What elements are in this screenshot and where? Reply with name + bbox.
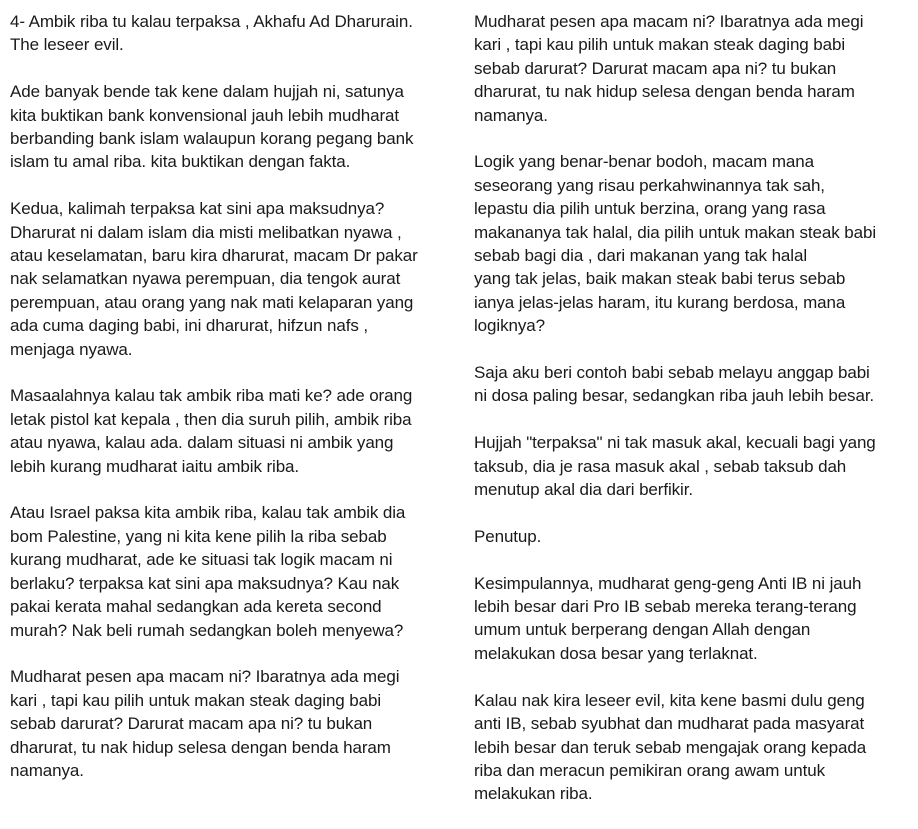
text-line: kita buktikan bank konvensional jauh lebih mudharat bbox=[10, 105, 399, 125]
text-line: kari , tapi kau pilih untuk makan steak daging babi bbox=[474, 35, 846, 55]
text-line: menjaga nyawa. bbox=[10, 339, 133, 359]
text-line: Saja aku beri contoh babi sebab melayu anggap babi bbox=[474, 363, 870, 383]
left-paragraph bbox=[10, 197, 460, 361]
text-line: Penutup. bbox=[474, 526, 542, 546]
right-paragraph bbox=[474, 10, 914, 127]
left-paragraph bbox=[10, 384, 460, 478]
right-paragraph bbox=[474, 431, 914, 501]
text-line: logiknya? bbox=[474, 316, 545, 336]
text-line: umum untuk berperang dengan Allah dengan bbox=[474, 620, 811, 640]
text-line: Atau Israel paksa kita ambik riba, kalau tak ambik dia bbox=[10, 503, 406, 523]
text-line: seseorang yang risau perkahwinannya tak sah, bbox=[474, 175, 825, 195]
text-line: menutup akal dia dari berfikir. bbox=[474, 480, 693, 500]
text-line: ada cuma daging babi, ini dharurat, hifzun nafs , bbox=[10, 316, 369, 336]
text-line: riba dan meracun pemikiran orang awam untuk bbox=[474, 760, 825, 780]
text-line: islam tu amal riba. kita buktikan dengan fakta. bbox=[10, 152, 351, 172]
text-line: atau keselamatan, baru kira dharurat, macam Dr pakar bbox=[10, 246, 418, 266]
text-line: letak pistol kat kepala , then dia suruh pilih, ambik riba bbox=[10, 409, 412, 429]
right-column bbox=[474, 10, 914, 829]
text-line: The leseer evil. bbox=[10, 35, 124, 55]
text-line: sebab darurat? Darurat macam apa ni? tu bukan bbox=[474, 58, 837, 78]
text-line: makananya tak halal, dia pilih untuk makan steak babi bbox=[474, 222, 877, 242]
text-line: nak selamatkan nyawa perempuan, dia tengok aurat bbox=[10, 269, 401, 289]
text-line: namanya. bbox=[10, 760, 84, 780]
text-line: Dharurat ni dalam islam dia misti melibatkan nyawa , bbox=[10, 222, 402, 242]
left-paragraph bbox=[10, 10, 460, 57]
text-line: 4- Ambik riba tu kalau terpaksa , Akhafu Ad Dharurain. bbox=[10, 12, 413, 31]
text-line: yang tak jelas, baik makan steak babi terus sebab bbox=[474, 269, 846, 289]
text-line: melakukan riba. bbox=[474, 784, 593, 804]
right-paragraph bbox=[474, 689, 914, 806]
text-line: Mudharat pesen apa macam ni? Ibaratnya ada megi bbox=[10, 667, 400, 687]
right-paragraph bbox=[474, 361, 914, 408]
left-paragraph bbox=[10, 501, 460, 641]
text-line: Kedua, kalimah terpaksa kat sini apa maksudnya? bbox=[10, 199, 385, 219]
text-line: berbanding bank islam walaupun korang pegang bank bbox=[10, 129, 414, 149]
text-line: atau nyawa, kalau ada. dalam situasi ni ambik yang bbox=[10, 433, 394, 453]
text-line: lebih besar dan teruk sebab mengajak orang kepada bbox=[474, 737, 867, 757]
text-line: Kesimpulannya, mudharat geng-geng Anti IB ni jauh bbox=[474, 573, 862, 593]
text-line: anti IB, sebab syubhat dan mudharat pada masyarat bbox=[474, 714, 865, 734]
text-line: Ade banyak bende tak kene dalam hujjah ni, satunya bbox=[10, 82, 404, 102]
left-column bbox=[10, 10, 460, 806]
text-line: kurang mudharat, ade ke situasi tak logik macam ni bbox=[10, 550, 393, 570]
text-line: murah? Nak beli rumah sedangkan boleh menyewa? bbox=[10, 620, 404, 640]
text-line: pakai kerata mahal sedangkan ada kereta second bbox=[10, 597, 382, 617]
text-line: lebih besar dari Pro IB sebab mereka terang-terang bbox=[474, 597, 857, 617]
text-line: ni dosa paling besar, sedangkan riba jauh lebih besar. bbox=[474, 386, 875, 406]
right-paragraph bbox=[474, 572, 914, 666]
text-line: Logik yang benar-benar bodoh, macam mana bbox=[474, 152, 814, 172]
text-line: lebih kurang mudharat iaitu ambik riba. bbox=[10, 456, 300, 476]
text-line: melakukan dosa besar yang terlaknat. bbox=[474, 643, 758, 663]
text-line: ianya jelas-jelas haram, itu kurang berdosa, mana bbox=[474, 292, 846, 312]
text-line: berlaku? terpaksa kat sini apa maksudnya? Kau nak bbox=[10, 573, 400, 593]
text-line: dharurat, tu nak hidup selesa dengan benda haram bbox=[10, 737, 391, 757]
text-line: Masaalahnya kalau tak ambik riba mati ke? ade orang bbox=[10, 386, 413, 406]
text-line: perempuan, atau orang yang nak mati kelaparan yang bbox=[10, 292, 414, 312]
text-line: sebab darurat? Darurat macam apa ni? tu bukan bbox=[10, 714, 373, 734]
left-paragraph bbox=[10, 80, 460, 174]
text-line: lepastu dia pilih untuk berzina, orang yang rasa bbox=[474, 199, 826, 219]
text-line: dharurat, tu nak hidup selesa dengan benda haram bbox=[474, 82, 855, 102]
text-line: bom Palestine, yang ni kita kene pilih la riba sebab bbox=[10, 526, 387, 546]
right-paragraph bbox=[474, 150, 914, 337]
left-paragraph bbox=[10, 665, 460, 782]
text-line: Kalau nak kira leseer evil, kita kene basmi dulu geng bbox=[474, 690, 865, 710]
text-line: Hujjah "terpaksa" ni tak masuk akal, kecuali bagi yang bbox=[474, 433, 876, 453]
right-paragraph bbox=[474, 525, 914, 548]
text-line: namanya. bbox=[474, 105, 548, 125]
text-line: kari , tapi kau pilih untuk makan steak daging babi bbox=[10, 690, 382, 710]
text-line: taksub, dia je rasa masuk akal , sebab taksub dah bbox=[474, 456, 847, 476]
text-line: sebab bagi dia , dari makanan yang tak halal bbox=[474, 246, 807, 266]
text-line: Mudharat pesen apa macam ni? Ibaratnya ada megi bbox=[474, 12, 864, 31]
